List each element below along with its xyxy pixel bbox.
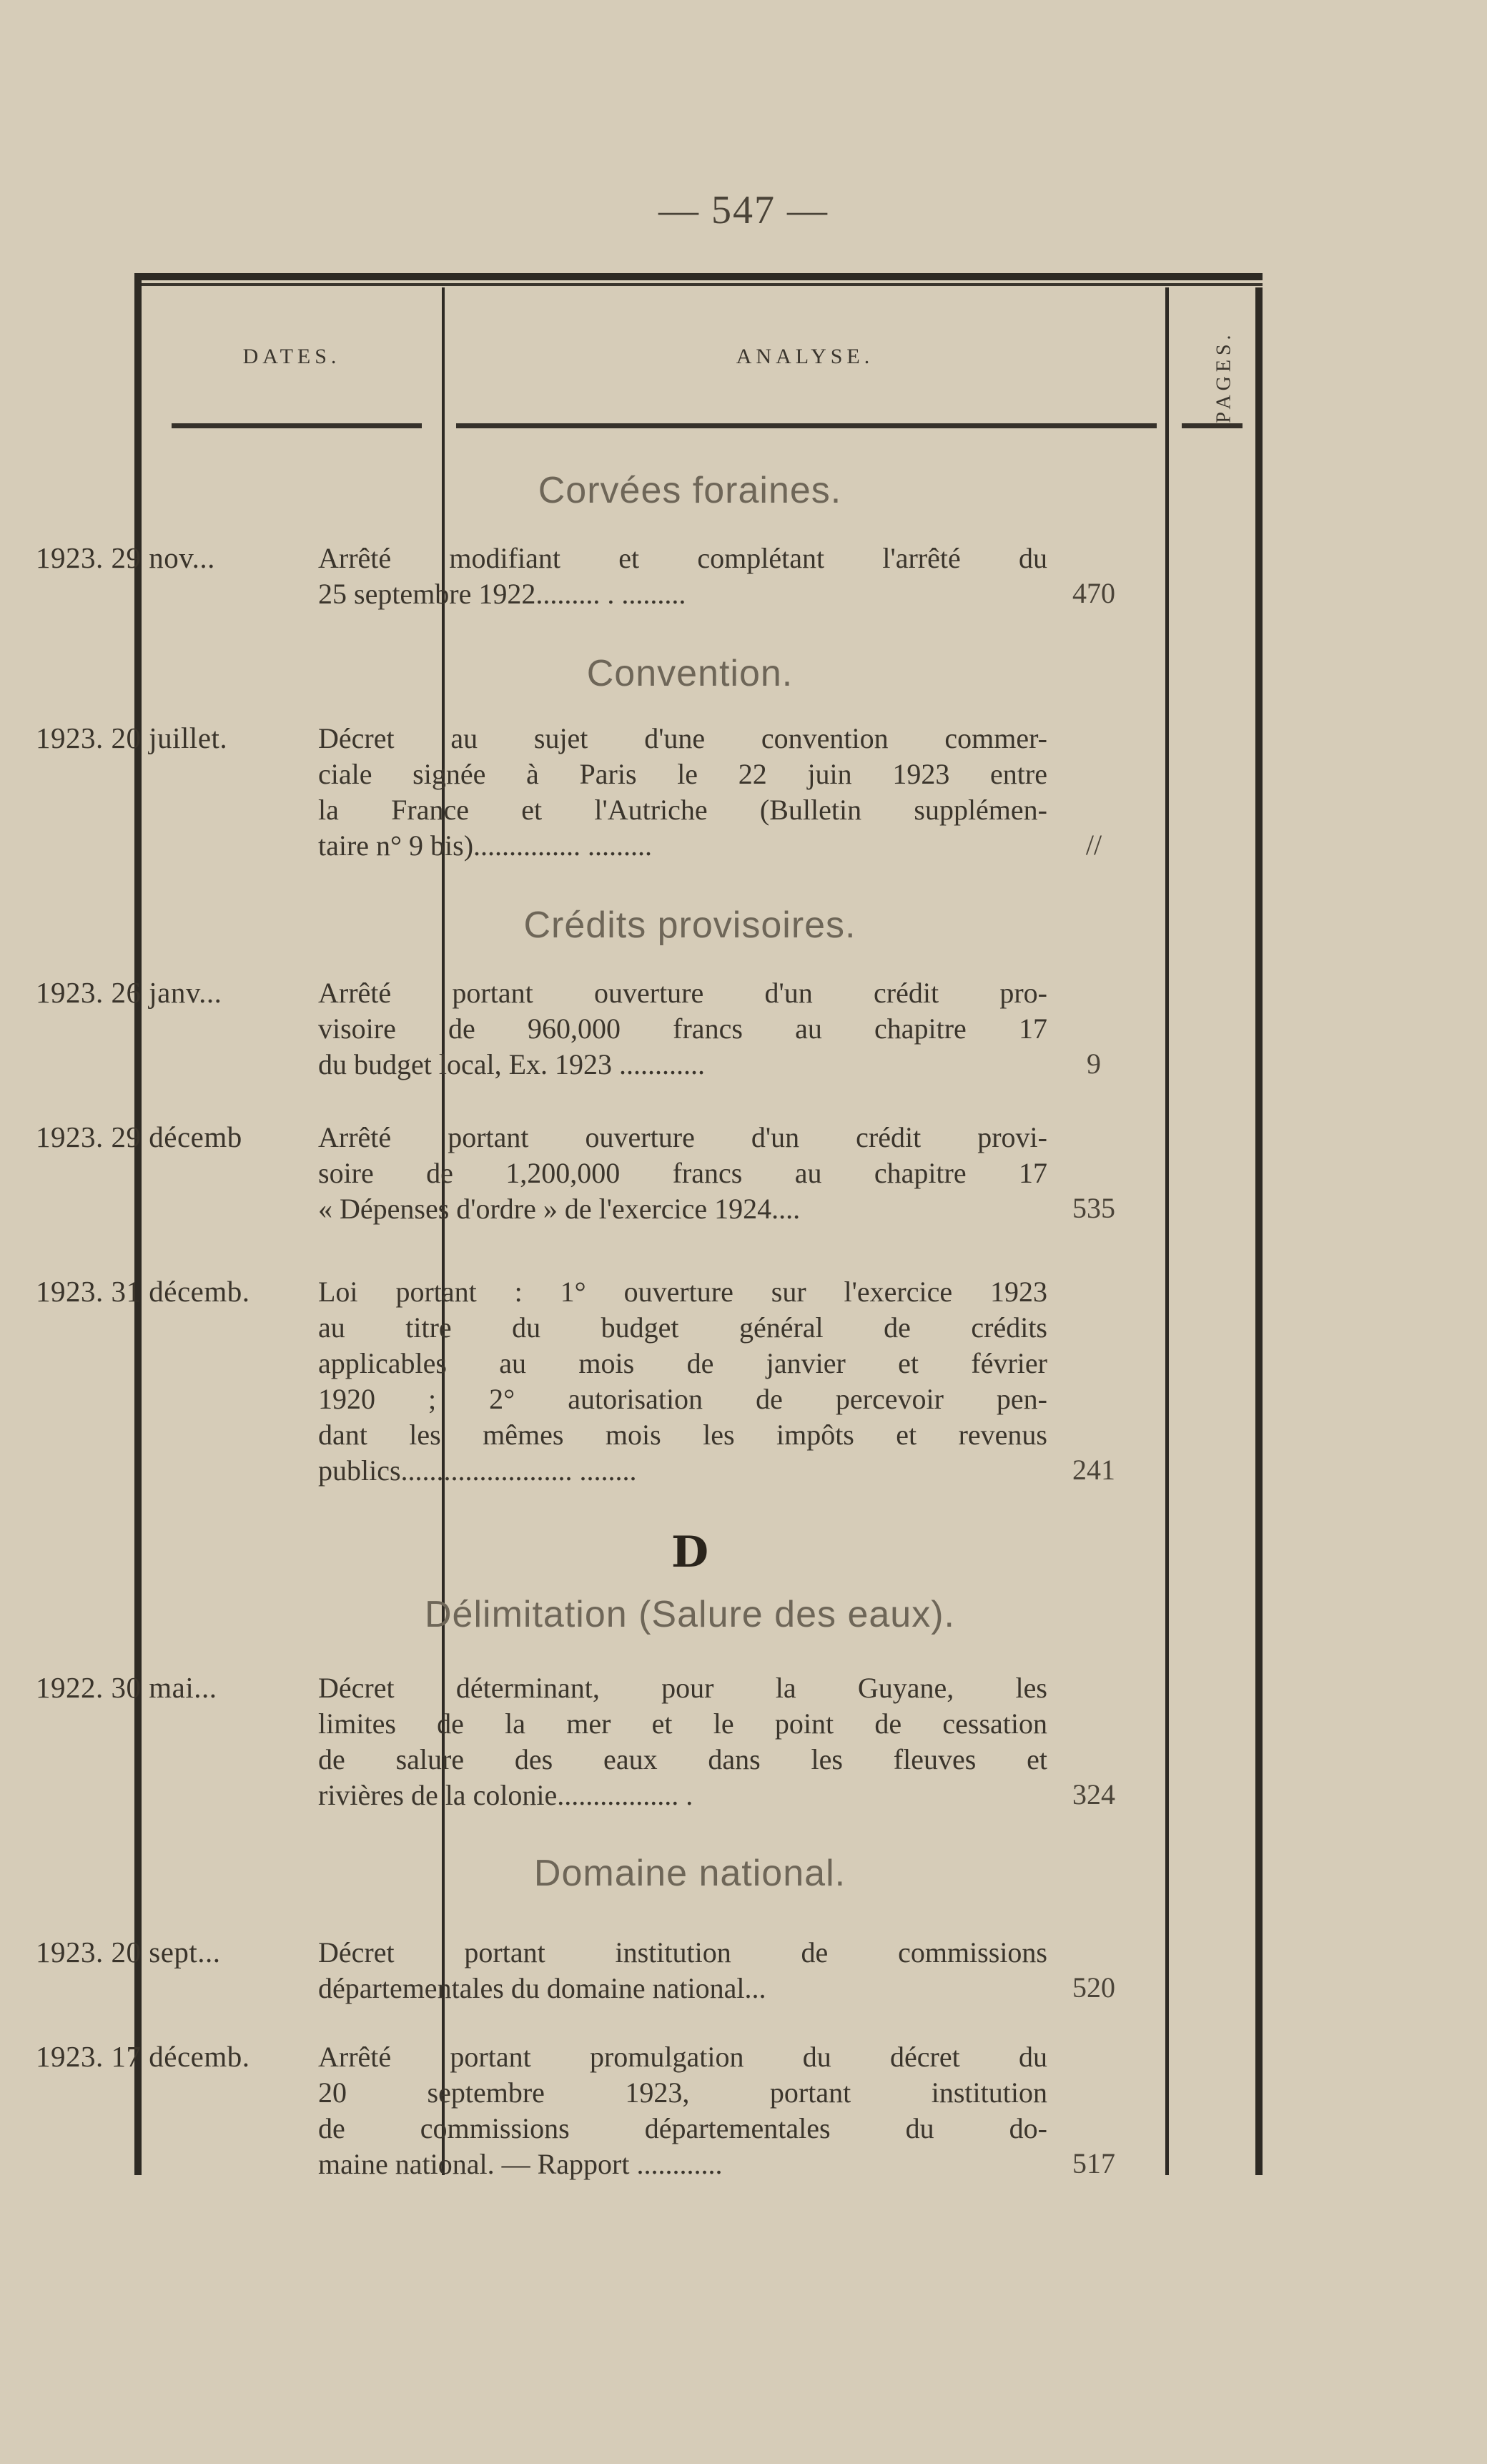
entry-page: 9 [1087,1048,1101,1080]
section-title: Corvées foraines. [538,470,842,511]
entry-page: 520 [1072,1971,1115,2004]
entry-date: 1923. 17 décemb. [36,2040,250,2073]
entry-page: 241 [1072,1454,1115,1486]
header-analyse: ANALYSE. [736,345,874,368]
entry-text: Décret au sujet d'une convention commer- ciale signée à Paris le 22 juin 1923 entre la France et l'Autriche (Bulletin supplémen- taire n° 9 bis)............... ......... [318,722,1047,862]
entry-text: Décret déterminant, pour la Guyane, les limites de la mer et le point de cessation de salure des eaux dans les fleuves et rivières de la colonie................. . [318,1672,1047,1811]
header-rule-analyse [456,423,1157,428]
entry-page: 517 [1072,2147,1115,2179]
entry-date: 1923. 20 sept... [36,1936,221,1968]
entry-date: 1923. 20 juillet. [36,721,228,754]
page-number: — 547 — [658,188,829,232]
entry-text: Arrêté portant promulgation du décret du 20 septembre 1923, portant institution de commissions départementales du do- maine national. — Rapport ............ [318,2041,1047,2180]
entry-date: 1923. 29 décemb [36,1120,242,1153]
entry-date: 1922. 30 mai... [36,1671,217,1704]
entry-page: 535 [1072,1192,1115,1224]
table-top-rule [134,273,1263,280]
entry-text: Arrêté portant ouverture d'un crédit pro- visoire de 960,000 francs au chapitre 17 du budget local, Ex. 1923 ............ [318,977,1047,1080]
table-top-rule-thin [134,283,1263,286]
entry-text: Arrêté modifiant et complétant l'arrêté du 25 septembre 1922......... . ......... [318,542,1047,610]
entry-text: Décret portant institution de commissions départementales du domaine national... [318,1936,1047,2004]
entry-date: 1923. 29 nov... [36,541,215,574]
section-letter: D [671,1527,709,1577]
analyse-column-divider [1165,287,1169,2175]
right-border [1255,287,1263,2175]
entry-date: 1923. 26 janv... [36,976,222,1009]
entry-page: 324 [1072,1778,1115,1810]
header-pages: PAGES. [1213,330,1235,423]
entry-date: 1923. 31 décemb. [36,1275,250,1308]
section-title: Convention. [586,653,794,694]
header-rule-pages [1182,423,1243,428]
entry-text: Loi portant : 1° ouverture sur l'exercice 1923 au titre du budget général de crédits applicables au mois de janvier et février 1920 ; 2° autorisation de percevoir pen- dant les mêmes mois les impôts et revenus publics........................ ........ [318,1276,1047,1487]
section-title: Délimitation (Salure des eaux). [425,1594,955,1635]
header-rule-dates [172,423,422,428]
header-dates: DATES. [242,345,341,368]
section-title: Domaine national. [533,1853,846,1894]
entry-text: Arrêté portant ouverture d'un crédit provi- soire de 1,200,000 francs au chapitre 17 « Dépenses d'ordre » de l'exercice 1924.... [318,1121,1047,1225]
entry-page: 470 [1072,577,1115,609]
entry-page: // [1085,829,1102,861]
section-title: Crédits provisoires. [523,905,856,946]
